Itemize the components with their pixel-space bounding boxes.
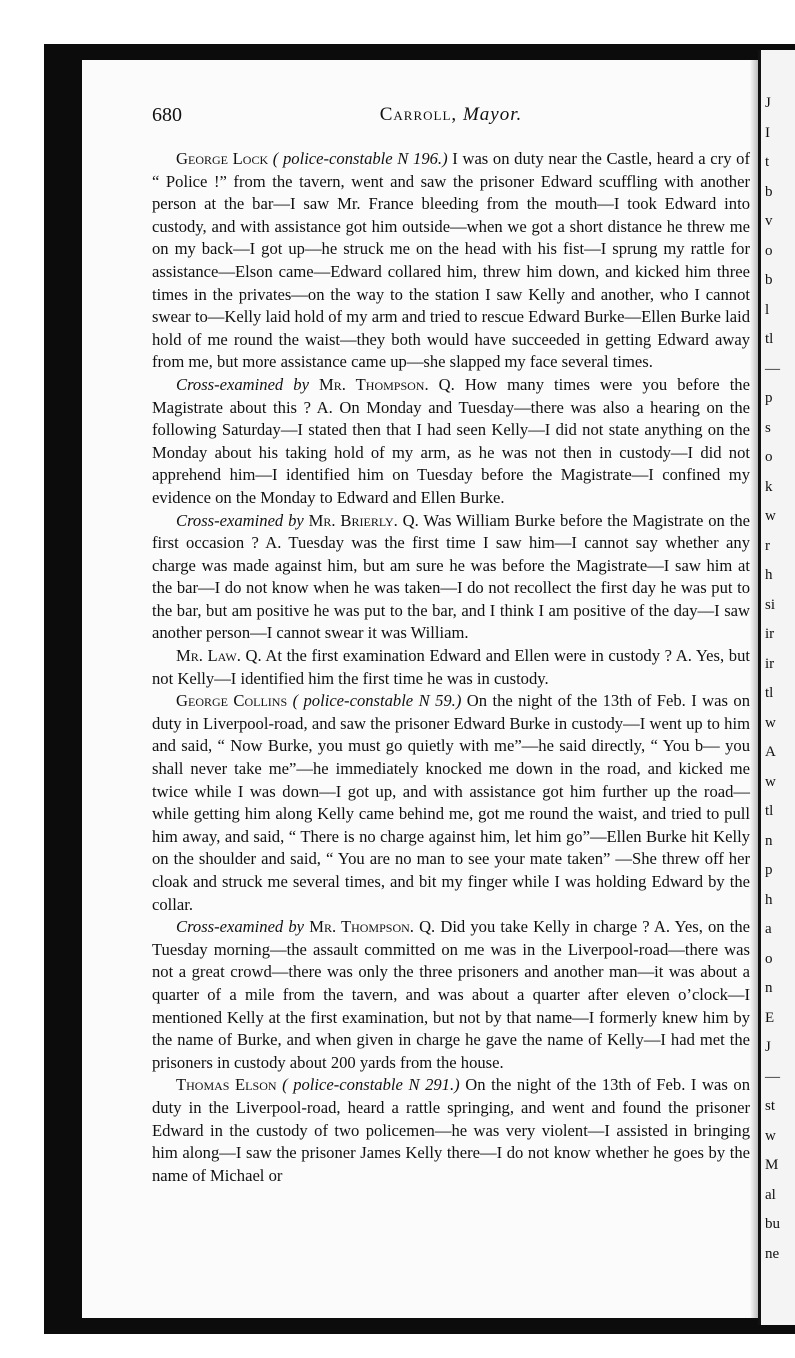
page-content: [152, 104, 750, 1187]
facing-page-fragment: w: [765, 1127, 776, 1144]
paragraph-text: Q. How many times were you before the Magistrate about this ? A. On Monday and Tuesday—there was also a hearing on the following Saturday—I stated then that I had seen Kelly—I did not state anything on the Monday about his taking hold of my arm, as he was not then in custody—I did not apprehend him—I identified him on Tuesday before the Magistrate—I confined my evidence on the Monday to Edward and Ellen Burke.: [152, 374, 750, 507]
testimony-paragraph: [152, 1074, 750, 1187]
facing-page-fragment: ir: [765, 626, 775, 642]
facing-page-fragment: J: [765, 95, 771, 111]
facing-page-fragment: w: [765, 714, 776, 731]
facing-page-fragment: w: [765, 773, 776, 790]
facing-page-fragment: bu: [765, 1216, 780, 1232]
counsel-name: Mr. Brierly.: [308, 510, 398, 530]
witness-role: ( police-constable N 291.): [282, 1075, 460, 1095]
facing-page-fragment: t: [765, 154, 770, 170]
facing-page-fragment: n: [765, 980, 773, 996]
facing-page-fragment: J: [765, 1039, 771, 1055]
facing-page-fragment: al: [765, 1186, 776, 1203]
facing-page-fragment: v: [765, 213, 773, 229]
running-head: [152, 104, 750, 126]
facing-page-fragment: st: [765, 1098, 776, 1114]
facing-page-fragment: I: [765, 124, 770, 141]
running-head-role: Mayor.: [462, 104, 523, 125]
paragraph-text: On the night of the 13th of Feb. I was on duty in Liverpool-road, and saw the prisoner Edward Burke in custody—I went up to him and said, “ Now Burke, you must go quietly with me”—he said directly, “ You b— you shall never take me”—he immediately knocked me down in the road, and kicked me twice while I was down—I got up, and with assistance got him further up the road—while getting him along Kelly came behind me, got me round the waist, and tried to pull him away, and said, “ There is no charge against him, let him go”—Ellen Burke hit Kelly on the shoulder and said, “ You are no man to see your mate taken” —She threw off her cloak and struck me several times, and bit my finger while I was holding Edward by the collar.: [152, 691, 751, 914]
facing-page-fragment: s: [765, 419, 771, 436]
witness-name: George Collins: [176, 691, 288, 711]
page-header: [152, 104, 750, 134]
paragraph-text: Q. Did you take Kelly in charge ? A. Yes, on the Tuesday morning—the assault committed on me was in the Liverpool-road—there was not a great crowd—there was only the three prisoners and another man—it was about a quarter of a mile from the tavern, and was about a quarter after eleven o’clock—I mentioned Kelly at the first examination, but not by that name—I formerly knew him by the name of Burke, and when given in charge he gave the name of Kelly—I had met the prisoners in custody about 200 yards from the house.: [152, 917, 750, 1072]
witness-role: ( police-constable N 59.): [292, 691, 462, 711]
testimony-paragraph: [152, 374, 750, 510]
counsel-name: Mr. Law.: [176, 646, 241, 666]
facing-page-fragment: p: [765, 862, 773, 878]
facing-page-fragment: —: [765, 1068, 780, 1085]
testimony-paragraph: [152, 645, 750, 690]
page-gutter-shadow: [750, 60, 758, 1318]
counsel-name: Mr. Thompson.: [309, 917, 414, 937]
facing-page-fragment: ne: [765, 1245, 780, 1262]
witness-name: George Lock: [176, 149, 269, 168]
facing-page-fragment: n: [765, 832, 773, 849]
paragraph-text: On the night of the 13th of Feb. I was on duty in the Liverpool-road, heard a rattle springing, and went and found the prisoner Edward in the custody of two policemen—he was very violent—I assisted in bringing him along—I saw the prisoner James Kelly there—I do not know whether he goes by the name of Michael or: [152, 1075, 750, 1185]
cross-exam-lead: Cross-examined by: [176, 917, 305, 937]
running-head-name: Carroll,: [379, 104, 458, 125]
book-page: [82, 60, 758, 1318]
witness-name: Thomas Elson: [176, 1075, 277, 1095]
testimony-paragraph: [152, 510, 750, 646]
cross-exam-lead: Cross-examined by: [176, 510, 304, 530]
paragraph-text: I was on duty near the Castle, heard a cry of “ Police !” from the tavern, went and saw the prisoner Edward scuffling with another person at the bar—I saw Mr. France bleeding from the mouth—I took Edward into custody, and with assistance got him outside—when we got a short distance he threw me on my back—I got up—he struck me on the head with his fist—I sprung my rattle for assistance—Elson came—Edward collared him, threw him down, and kicked him three times in the privates—on the way to the station I saw Kelly and another, who I cannot swear to—Kelly laid hold of my arm and tried to rescue Edward Burke—Ellen Burke laid hold of me round the waist—they both would have succeeded in getting Edward away from me, but more assistance came up—she slapped my face several times.: [152, 149, 750, 372]
facing-page-fragment: o: [765, 449, 773, 465]
facing-page-fragment: b: [765, 183, 773, 200]
facing-page-fragment: si: [765, 596, 776, 613]
facing-page-fragment: l: [765, 301, 770, 318]
facing-page-fragment: ir: [765, 655, 775, 672]
testimony-text: [152, 148, 750, 1187]
testimony-paragraph: [152, 148, 750, 374]
facing-page-fragment: a: [765, 921, 772, 937]
testimony-paragraph: [152, 916, 750, 1074]
facing-page-fragment: k: [765, 478, 773, 495]
counsel-name: Mr. Thompson.: [318, 374, 429, 394]
facing-page-fragment: o: [765, 950, 773, 967]
cross-exam-lead: Cross-examined by: [176, 374, 309, 394]
paragraph-text: Q. Was William Burke before the Magistrate on the first occasion ? A. Tuesday was the first time I saw him—I cannot say whether any charge was made against him, but am sure he was before the Magistrate—I saw him at the bar—I do not know when he was taken—I do not recollect the first day he was put to the bar, but am positive he was put to the bar, and I think I am positive of the day—I saw another person—I cannot swear it was William.: [152, 510, 750, 643]
facing-page-fragment: p: [765, 390, 773, 406]
facing-page-fragment: h: [765, 567, 773, 583]
facing-page-fragment: tl: [765, 685, 774, 701]
facing-page-fragment: b: [765, 272, 773, 288]
facing-page-fragment: tl: [765, 331, 774, 347]
facing-page-fragment: A: [765, 744, 776, 760]
facing-page-fragment: M: [765, 1157, 779, 1173]
facing-page-fragment: tl: [765, 803, 774, 819]
testimony-paragraph: [152, 690, 750, 916]
facing-page-fragment: o: [765, 242, 773, 259]
paragraph-text: Q. At the first examination Edward and Ellen were in custody ? A. Yes, but not Kelly—I identified him the first time he was in custody.: [152, 646, 750, 688]
facing-page-fragment: h: [765, 891, 773, 908]
facing-page-fragment: r: [765, 537, 770, 554]
page-number: 680: [152, 104, 182, 126]
facing-page-fragment: —: [765, 360, 780, 377]
witness-role: ( police-constable N 196.): [272, 149, 448, 168]
facing-page-fragment: w: [765, 508, 776, 524]
facing-page-edge: [758, 50, 795, 1325]
facing-page-fragment: E: [765, 1009, 775, 1026]
